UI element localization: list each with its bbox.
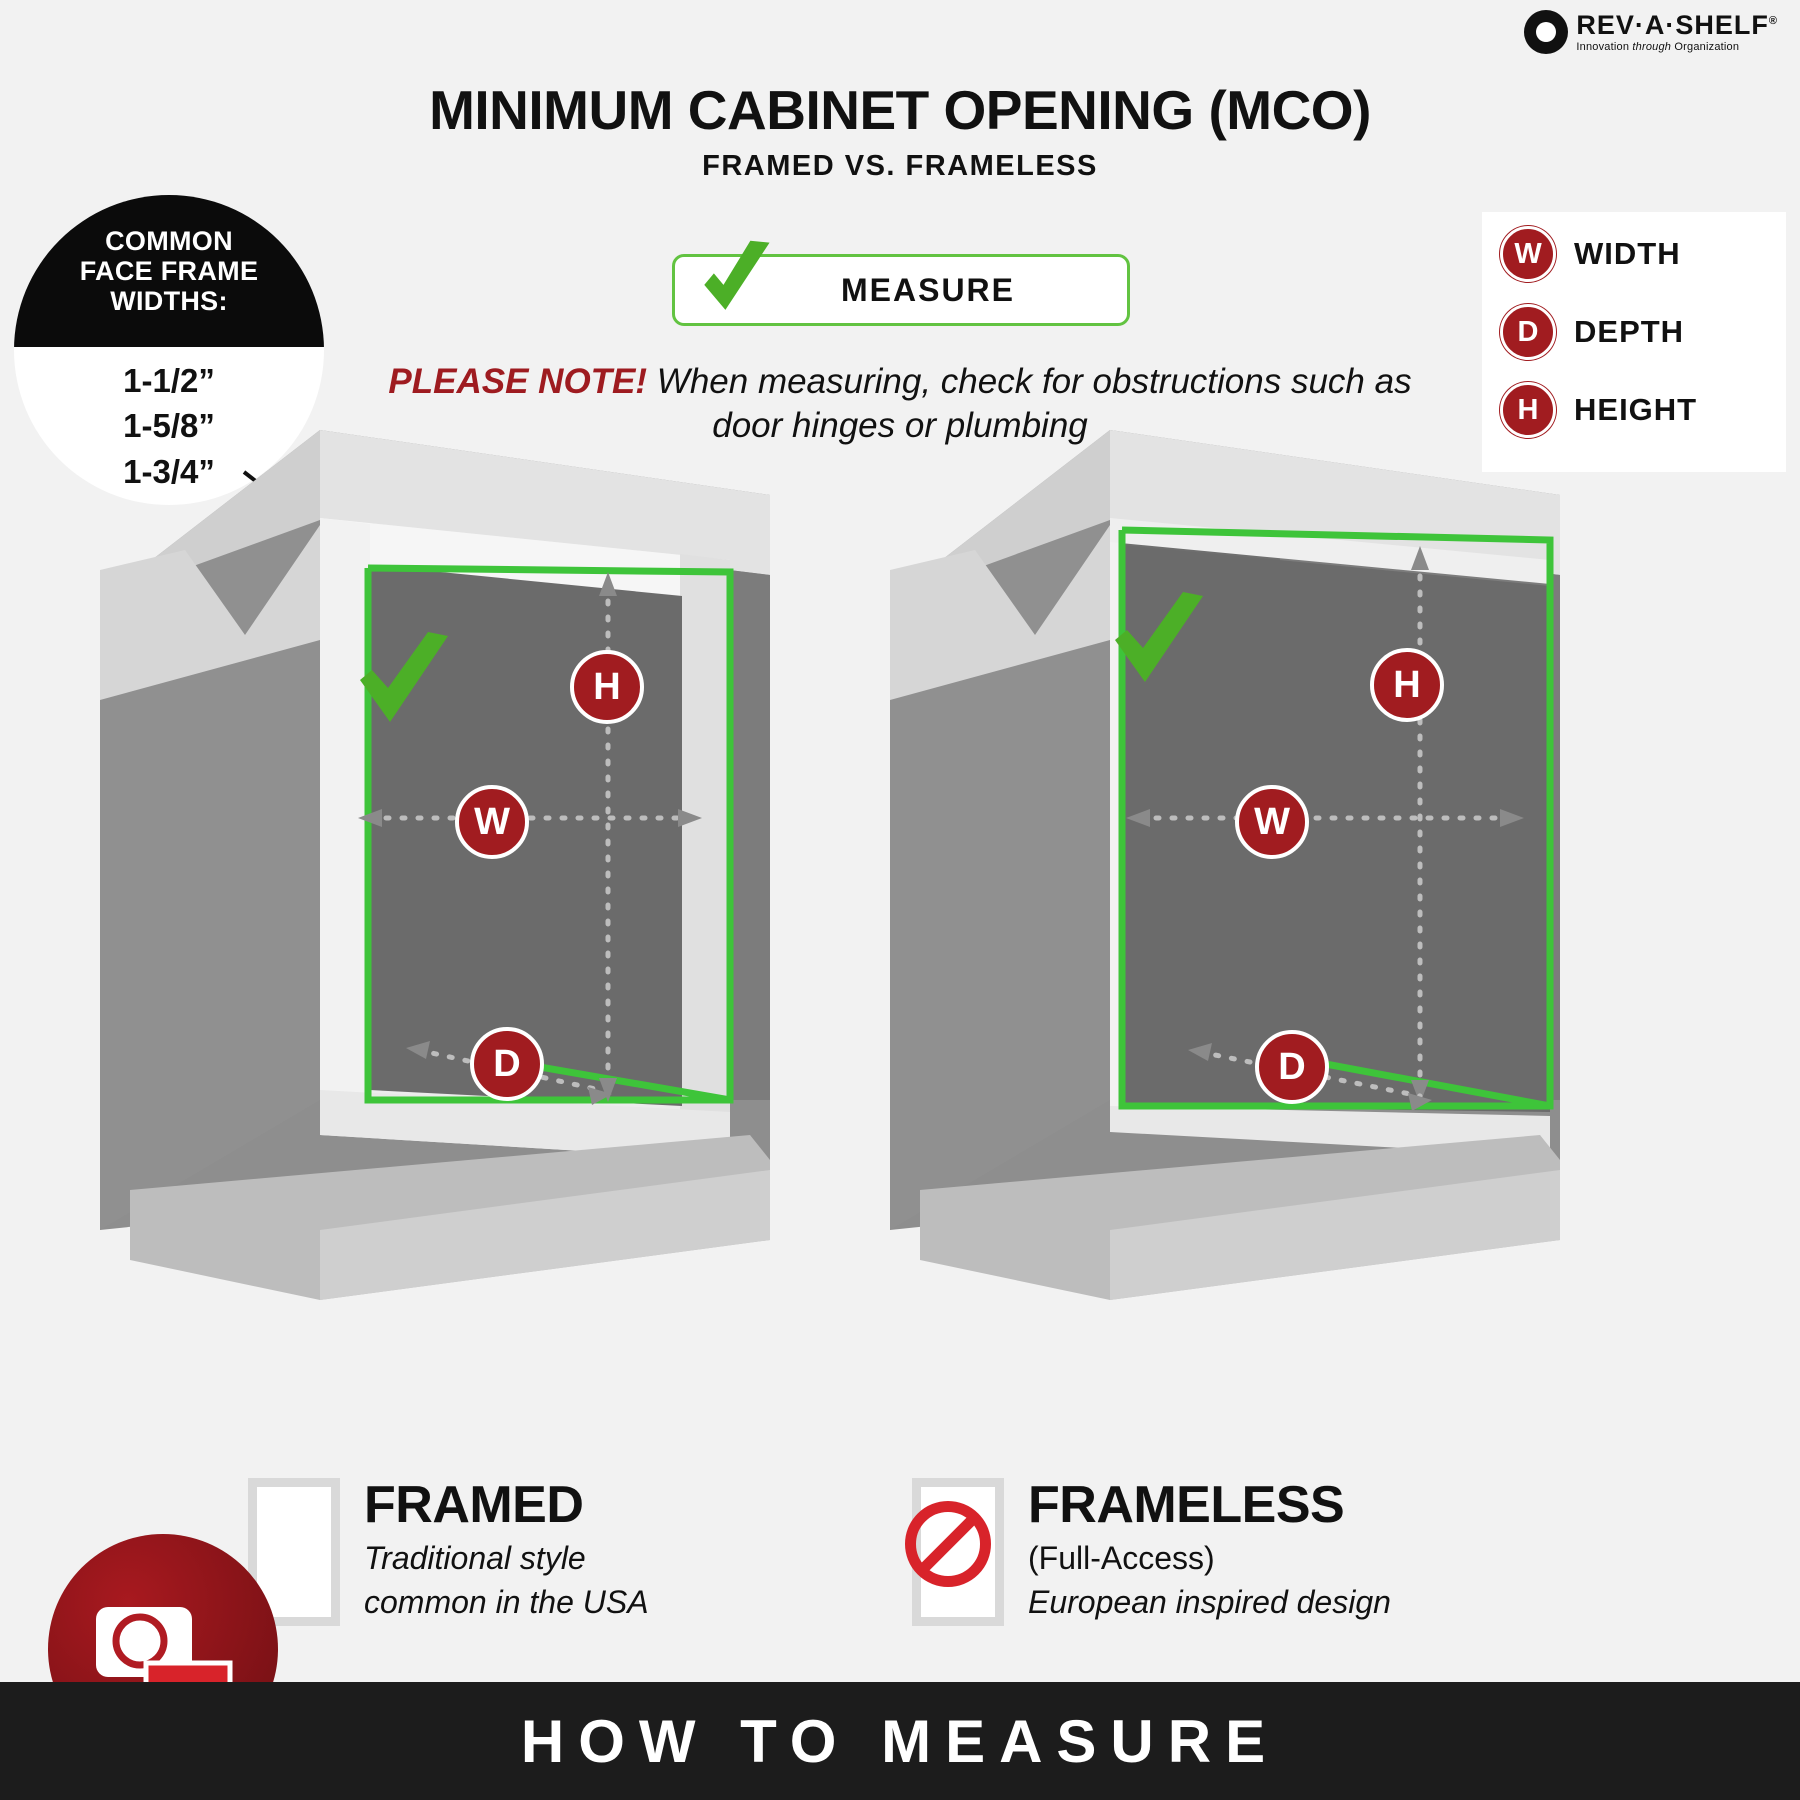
footer-text: HOW TO MEASURE — [520, 1707, 1280, 1775]
note-body: When measuring, check for obstructions such as door hinges or plumbing — [647, 362, 1412, 445]
legend-label: HEIGHT — [1574, 392, 1698, 427]
measure-label: MEASURE — [840, 271, 1015, 308]
page-subtitle: FRAMED VS. FRAMELESS — [702, 150, 1098, 182]
green-check-icon — [687, 235, 783, 331]
width-badge-icon: W — [1235, 785, 1309, 859]
legend-item-width — [1500, 226, 1786, 282]
legend-item-depth — [1500, 304, 1786, 360]
frameless-line1: (Full-Access) — [1028, 1539, 1215, 1576]
brand-registered: ® — [1768, 14, 1778, 27]
prohibited-icon — [905, 1501, 991, 1587]
note-emphasis: PLEASE NOTE! — [388, 362, 648, 401]
brand-tagline: Innovation through Organization — [1576, 40, 1740, 53]
height-badge-icon: H — [570, 650, 644, 724]
depth-badge-icon: D — [1500, 304, 1556, 360]
page-title: MINIMUM CABINET OPENING (MCO) — [429, 79, 1371, 141]
ffw-line3: WIDTHS: — [110, 286, 228, 317]
frameless-title: FRAMELESS — [1028, 1476, 1345, 1534]
frameless-line2: European inspired design — [1028, 1583, 1391, 1620]
height-badge-icon: H — [1500, 382, 1556, 438]
depth-badge-icon: D — [1255, 1030, 1329, 1104]
brand-logo — [1524, 10, 1778, 54]
legend-label: WIDTH — [1574, 236, 1681, 271]
brand-text — [1576, 9, 1778, 53]
list-item: 1-3/4” — [123, 452, 215, 490]
measure-callout — [672, 254, 1130, 326]
width-badge-icon: W — [1500, 226, 1556, 282]
list-item: 1-1/2” — [123, 361, 215, 399]
framed-caption — [248, 1478, 649, 1626]
footer-bar — [0, 1682, 1800, 1800]
frameless-cabinet-diagram — [860, 400, 1620, 1300]
brand-mark-icon — [1524, 10, 1568, 54]
brand-name: REV·A·SHELF® — [1576, 9, 1778, 40]
list-item: 1-5/8” — [123, 407, 215, 445]
legend-label: DEPTH — [1574, 314, 1685, 349]
frameless-caption — [912, 1478, 1391, 1626]
framed-line2: common in the USA — [364, 1583, 649, 1620]
height-badge-icon: H — [1370, 648, 1444, 722]
framed-line1: Traditional style — [364, 1539, 586, 1576]
framed-cabinet-diagram — [70, 400, 830, 1300]
width-badge-icon: W — [455, 785, 529, 859]
ffw-line2: FACE FRAME — [79, 255, 259, 286]
depth-badge-icon: D — [470, 1027, 544, 1101]
face-frame-heading — [14, 195, 324, 347]
framed-title: FRAMED — [364, 1476, 584, 1534]
ffw-line1: COMMON — [105, 225, 233, 256]
no-frame-icon — [912, 1478, 1004, 1626]
